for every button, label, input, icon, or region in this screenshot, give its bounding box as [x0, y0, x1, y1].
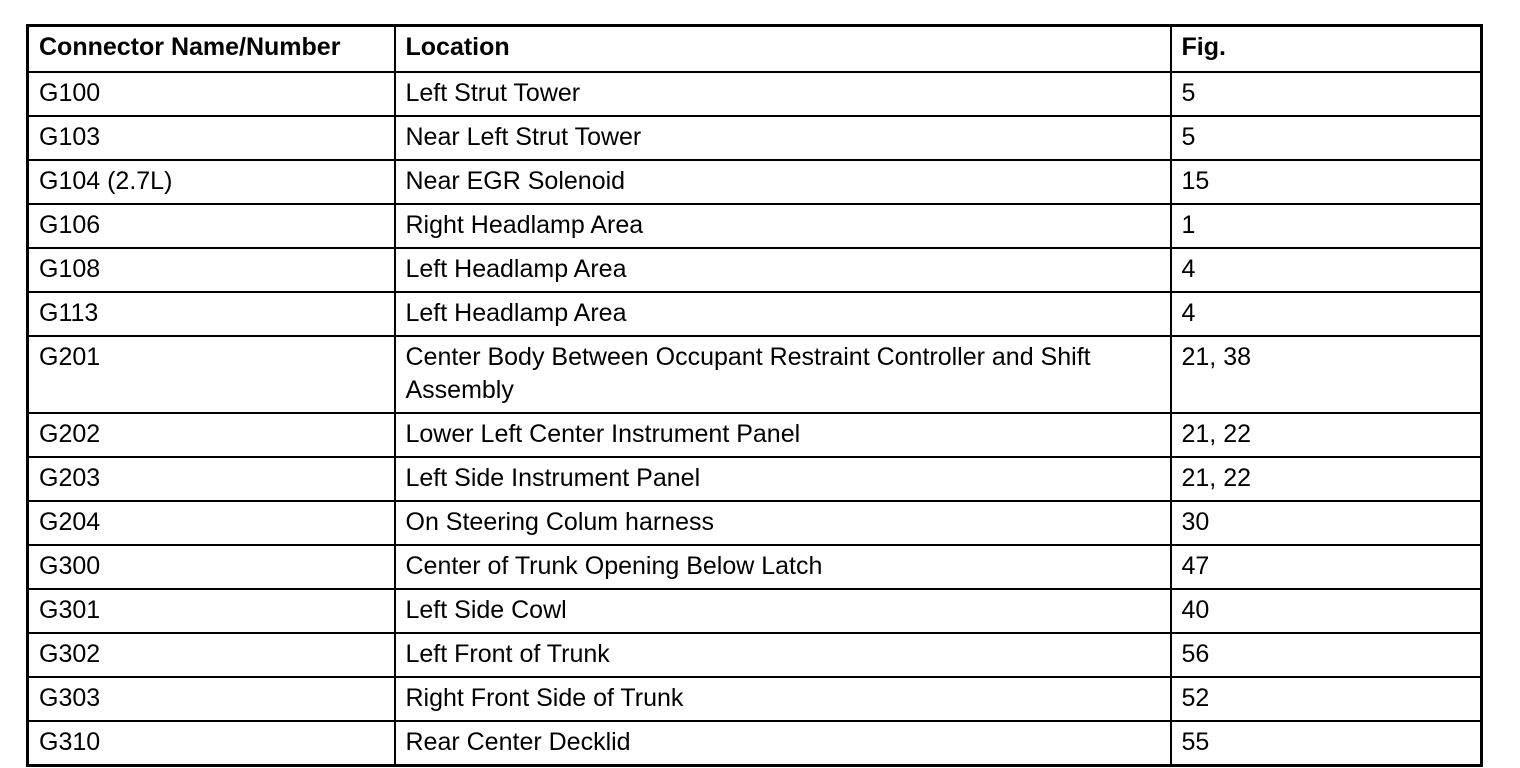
- connector-cell: G106: [28, 204, 395, 248]
- connector-location-table: [26, 24, 1483, 767]
- connector-cell: G113: [28, 292, 395, 336]
- connector-cell: G310: [28, 721, 395, 766]
- fig-cell: 40: [1171, 589, 1482, 633]
- table-row: [28, 633, 1482, 677]
- connector-cell: G204: [28, 501, 395, 545]
- location-cell: On Steering Colum harness: [395, 501, 1171, 545]
- fig-cell: 5: [1171, 116, 1482, 160]
- table-row: [28, 204, 1482, 248]
- location-cell: Left Headlamp Area: [395, 248, 1171, 292]
- table-row: [28, 248, 1482, 292]
- location-cell: Center of Trunk Opening Below Latch: [395, 545, 1171, 589]
- connector-cell: G203: [28, 457, 395, 501]
- column-header-connector: Connector Name/Number: [28, 26, 395, 73]
- fig-cell: 21, 22: [1171, 413, 1482, 457]
- connector-cell: G100: [28, 72, 395, 116]
- location-cell: Near Left Strut Tower: [395, 116, 1171, 160]
- table-row: [28, 501, 1482, 545]
- table-row: [28, 589, 1482, 633]
- fig-cell: 5: [1171, 72, 1482, 116]
- location-cell: Left Side Instrument Panel: [395, 457, 1171, 501]
- table-row: [28, 721, 1482, 766]
- fig-cell: 30: [1171, 501, 1482, 545]
- location-cell: Rear Center Decklid: [395, 721, 1171, 766]
- table-row: [28, 413, 1482, 457]
- connector-cell: G108: [28, 248, 395, 292]
- location-cell: Right Headlamp Area: [395, 204, 1171, 248]
- location-cell: Right Front Side of Trunk: [395, 677, 1171, 721]
- fig-cell: 21, 22: [1171, 457, 1482, 501]
- fig-cell: 47: [1171, 545, 1482, 589]
- column-header-location: Location: [395, 26, 1171, 73]
- fig-cell: 21, 38: [1171, 336, 1482, 413]
- connector-cell: G103: [28, 116, 395, 160]
- location-cell: Left Strut Tower: [395, 72, 1171, 116]
- connector-cell: G301: [28, 589, 395, 633]
- fig-cell: 52: [1171, 677, 1482, 721]
- table-row: [28, 677, 1482, 721]
- fig-cell: 56: [1171, 633, 1482, 677]
- table-row: [28, 160, 1482, 204]
- table-row: [28, 336, 1482, 413]
- column-header-fig: Fig.: [1171, 26, 1482, 73]
- connector-cell: G300: [28, 545, 395, 589]
- location-cell: Center Body Between Occupant Restraint Controller and Shift Assembly: [395, 336, 1171, 413]
- connector-cell: G104 (2.7L): [28, 160, 395, 204]
- fig-cell: 1: [1171, 204, 1482, 248]
- fig-cell: 15: [1171, 160, 1482, 204]
- table-row: [28, 457, 1482, 501]
- table-row: [28, 545, 1482, 589]
- fig-cell: 4: [1171, 292, 1482, 336]
- location-cell: Lower Left Center Instrument Panel: [395, 413, 1171, 457]
- location-cell: Near EGR Solenoid: [395, 160, 1171, 204]
- connector-cell: G303: [28, 677, 395, 721]
- table-row: [28, 292, 1482, 336]
- fig-cell: 4: [1171, 248, 1482, 292]
- table-row: [28, 72, 1482, 116]
- connector-cell: G302: [28, 633, 395, 677]
- table-header-row: [28, 26, 1482, 73]
- location-cell: Left Headlamp Area: [395, 292, 1171, 336]
- connector-cell: G201: [28, 336, 395, 413]
- location-cell: Left Front of Trunk: [395, 633, 1171, 677]
- location-cell: Left Side Cowl: [395, 589, 1171, 633]
- connector-cell: G202: [28, 413, 395, 457]
- fig-cell: 55: [1171, 721, 1482, 766]
- table-row: [28, 116, 1482, 160]
